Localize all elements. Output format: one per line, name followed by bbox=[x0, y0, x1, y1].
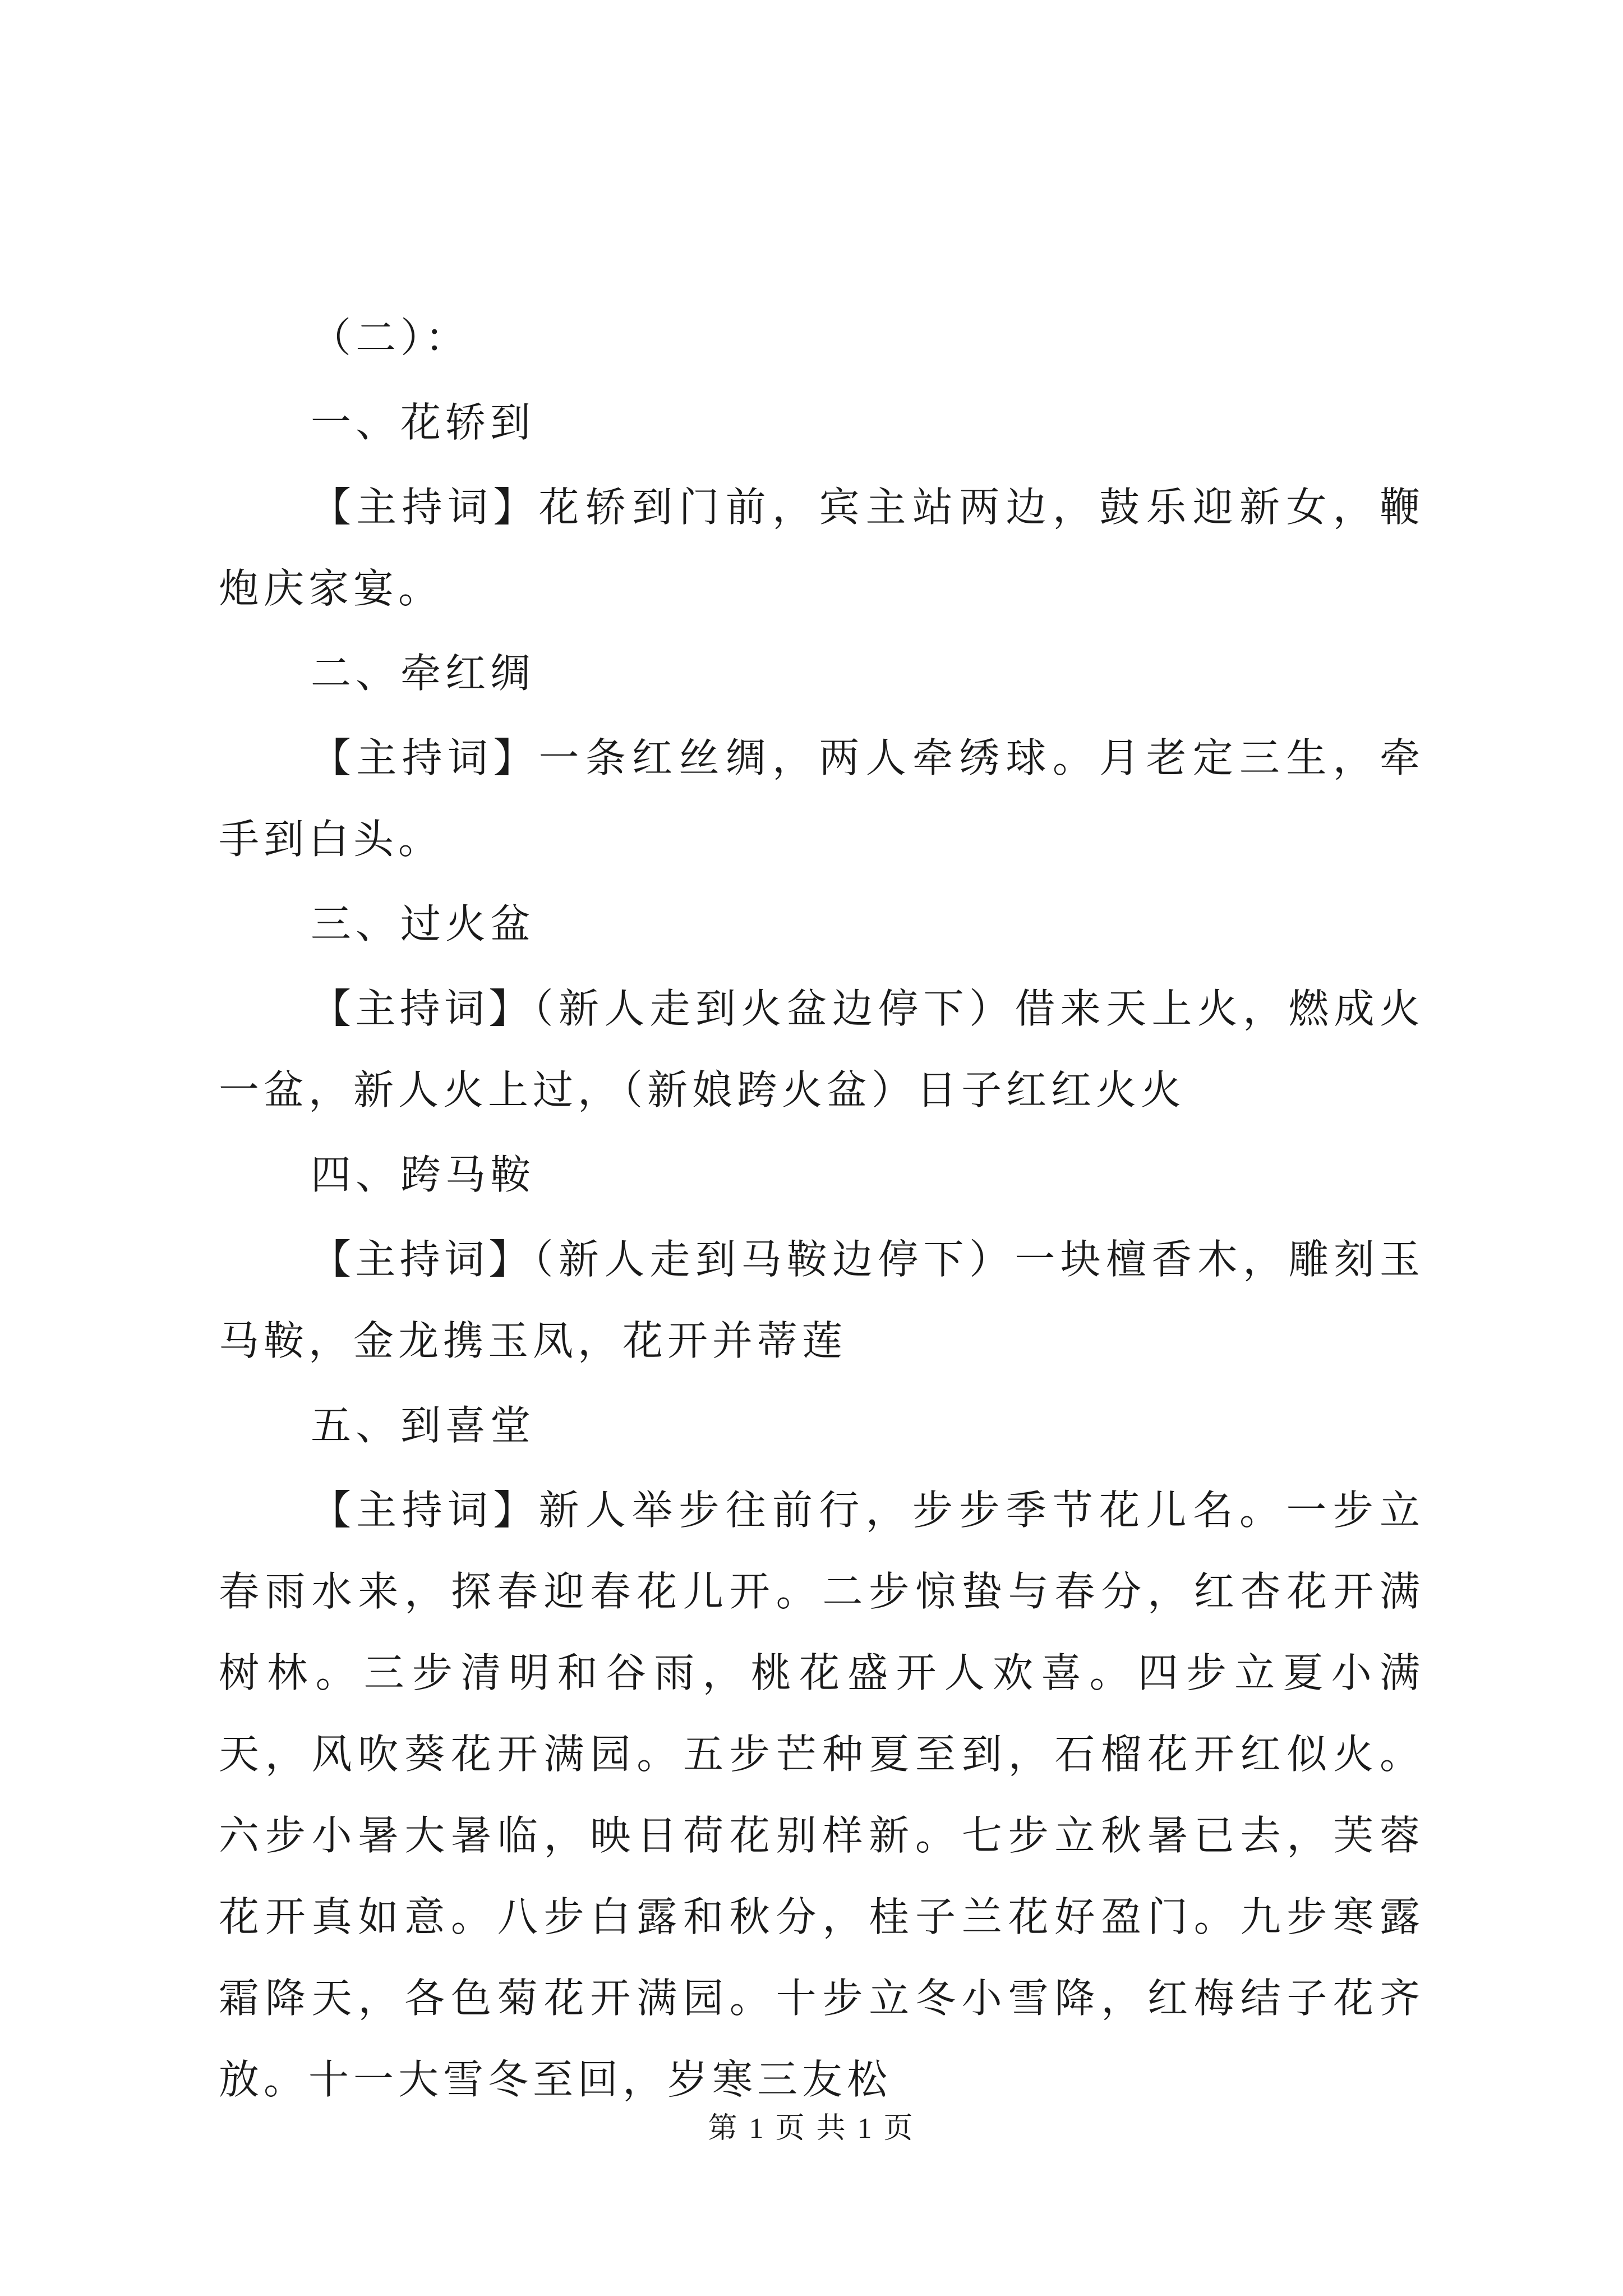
section-heading-1: 一、花轿到 bbox=[311, 399, 536, 446]
document-body bbox=[219, 297, 1424, 2124]
section-host-text-3 bbox=[219, 968, 1424, 1131]
section-heading-2: 二、牵红绸 bbox=[311, 650, 536, 697]
section-host-text-5 bbox=[219, 1470, 1424, 2120]
host-label: 【主持词】 bbox=[311, 734, 539, 781]
section-heading-5: 五、到喜堂 bbox=[311, 1402, 536, 1449]
host-speech: 花轿到门前，宾主站两边，鼓乐迎新女，鞭炮庆家宴。 bbox=[219, 484, 1424, 612]
section-host-text-1 bbox=[219, 467, 1424, 629]
host-speech: （新人走到马鞍边停下）一块檀香木，雕刻玉马鞍，金龙携玉凤，花开并蒂莲 bbox=[219, 1236, 1424, 1364]
host-label: 【主持词】 bbox=[311, 1487, 539, 1534]
host-speech: 新人举步往前行，步步季节花儿名。一步立春雨水来，探春迎春花儿开。二步惊蛰与春分，红杏花开满树林。三步清明和谷雨，桃花盛开人欢喜。四步立夏小满天，风吹葵花开满园。五步芒种夏至到，石榴花开红似火。六步小暑大暑临，映日荷花别样新。七步立秋暑已去，芙蓉花开真如意。八步白露和秋分，桂子兰花好盈门。九步寒露霜降天，各色菊花开满园。十步立冬小雪降，红梅结子花齐放。十一大雪冬至回，岁寒三友松 bbox=[219, 1487, 1424, 2103]
section-heading-3: 三、过火盆 bbox=[311, 900, 536, 947]
host-label: 【主持词】 bbox=[311, 985, 533, 1032]
section-host-text-2 bbox=[219, 717, 1424, 880]
host-speech: 一条红丝绸，两人牵绣球。月老定三生，牵手到白头。 bbox=[219, 734, 1424, 863]
host-label: 【主持词】 bbox=[311, 1236, 533, 1283]
intro-line: （二）： bbox=[311, 314, 471, 361]
page-footer: 第 1 页 共 1 页 bbox=[708, 2113, 915, 2145]
section-host-text-4 bbox=[219, 1219, 1424, 1382]
host-label: 【主持词】 bbox=[311, 484, 539, 531]
host-speech: （新人走到火盆边停下）借来天上火，燃成火一盆，新人火上过，（新娘跨火盆）日子红红火火 bbox=[219, 985, 1424, 1114]
section-heading-4: 四、跨马鞍 bbox=[311, 1151, 536, 1198]
